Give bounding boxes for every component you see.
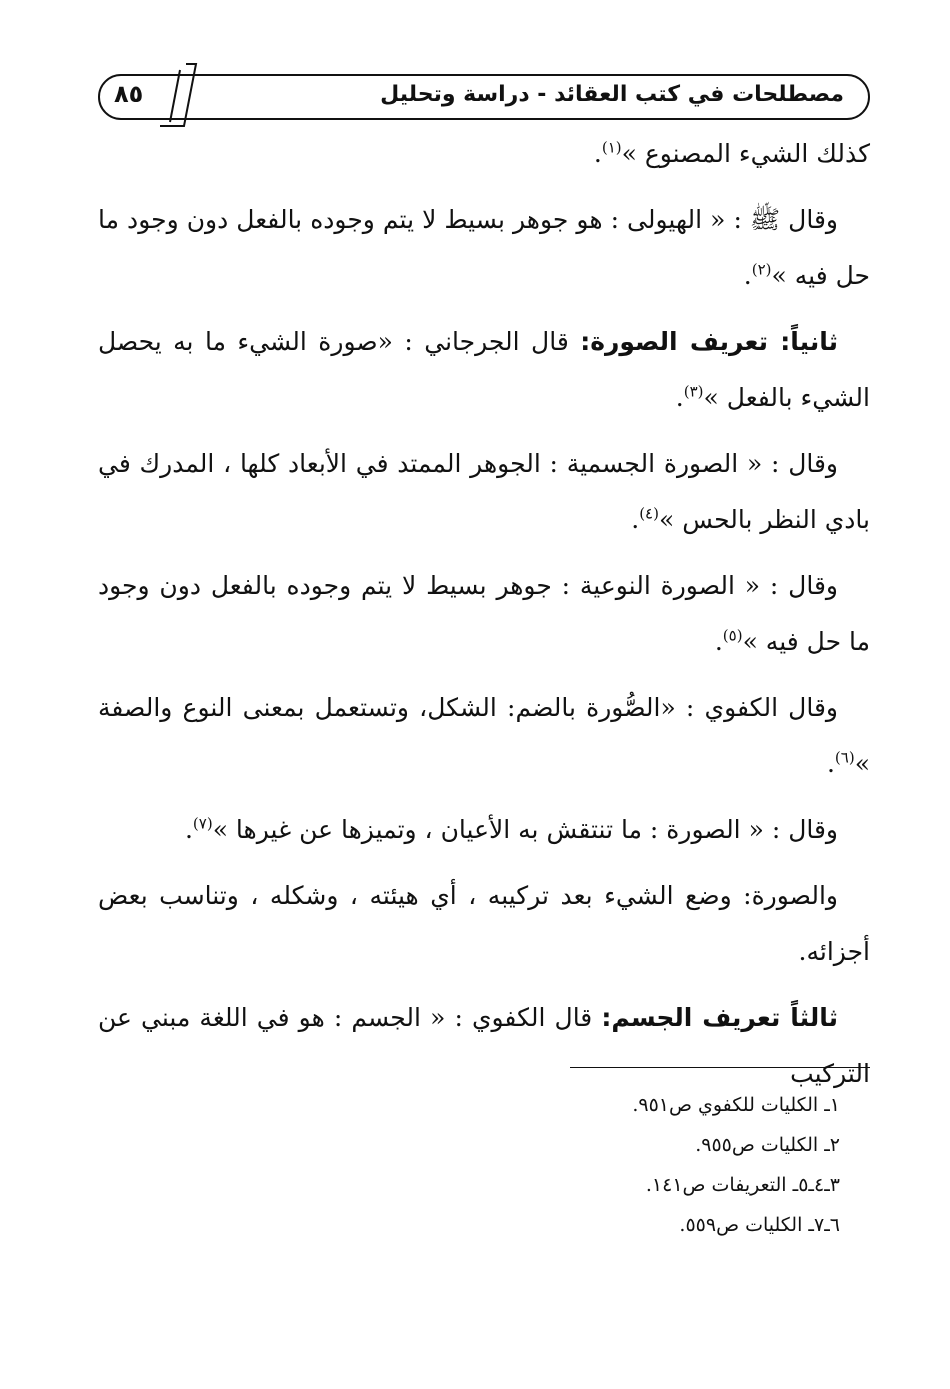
footnote-ref: (٢) [751, 260, 772, 279]
footnote: ٣ـ٤ـ٥ـ التعريفات ص١٤١. [645, 1174, 840, 1196]
footnote-separator [570, 1067, 870, 1068]
footnote: ٦ـ٧ـ الكليات ص٥٥٩. [679, 1214, 840, 1236]
paragraph: وقال ﷺ : « الهيولى : هو جوهر بسيط لا يتم وجوده بالفعل دون وجود ما حل فيه »$^{(٢)}$. [98, 205, 870, 290]
footnote-ref: (٥) [722, 626, 743, 645]
section-heading: ثالثاً تعريف الجسم: [601, 1003, 838, 1032]
paragraph: ثانياً: تعريف الصورة: قال الجرجاني : «صورة الشيء ما به يحصل الشيء بالفعل »$^{(٣)}$. [98, 327, 870, 412]
footnote-ref: (٣) [683, 382, 704, 401]
running-title: مصطلحات في كتب العقائد - دراسة وتحليل [380, 82, 844, 107]
footnote: ١ـ الكليات للكفوي ص٩٥١. [632, 1094, 840, 1116]
footnote-ref: (١) [601, 138, 622, 157]
footnote-ref: (٧) [192, 814, 213, 833]
page-number: ٨٥ [114, 80, 144, 108]
section-heading: ثانياً: تعريف الصورة: [580, 327, 838, 356]
running-header [98, 74, 870, 120]
paragraph: وقال : « الصورة : ما تنتقش به الأعيان ، وتميزها عن غيرها »$^{(٧)}$. [184, 814, 838, 844]
footnote: ٢ـ الكليات ص٩٥٥. [695, 1134, 840, 1156]
main-text [98, 126, 870, 1112]
footnote-ref: (٦) [834, 748, 855, 767]
footnotes [480, 1085, 840, 1245]
footnote-ref: (٤) [639, 504, 659, 523]
paragraph: وقال الكفوي : «الصُّورة بالضم: الشكل، وتستعمل بمعنى النوع والصفة »$^{(٦)}$. [98, 693, 870, 778]
paragraph: كذلك الشيء المصنوع »$^{(١)}$. [593, 138, 870, 168]
paragraph: وقال : « الصورة الجسمية : الجوهر الممتد في الأبعاد كلها ، المدرك في بادي النظر بالحس »$^{(٤)}$. [98, 449, 870, 534]
paragraph: والصورة: وضع الشيء بعد تركيبه ، أي هيئته ، وشكله ، وتناسب بعض أجزائه. [98, 881, 870, 966]
paragraph: وقال : « الصورة النوعية : جوهر بسيط لا يتم وجوده بالفعل دون وجود ما حل فيه »$^{(٥)}$. [98, 571, 870, 656]
paragraph: ثالثاً تعريف الجسم: قال الكفوي : « الجسم : هو في اللغة مبني عن التركيب [98, 1003, 870, 1088]
page-number-frame-icon [140, 60, 200, 130]
